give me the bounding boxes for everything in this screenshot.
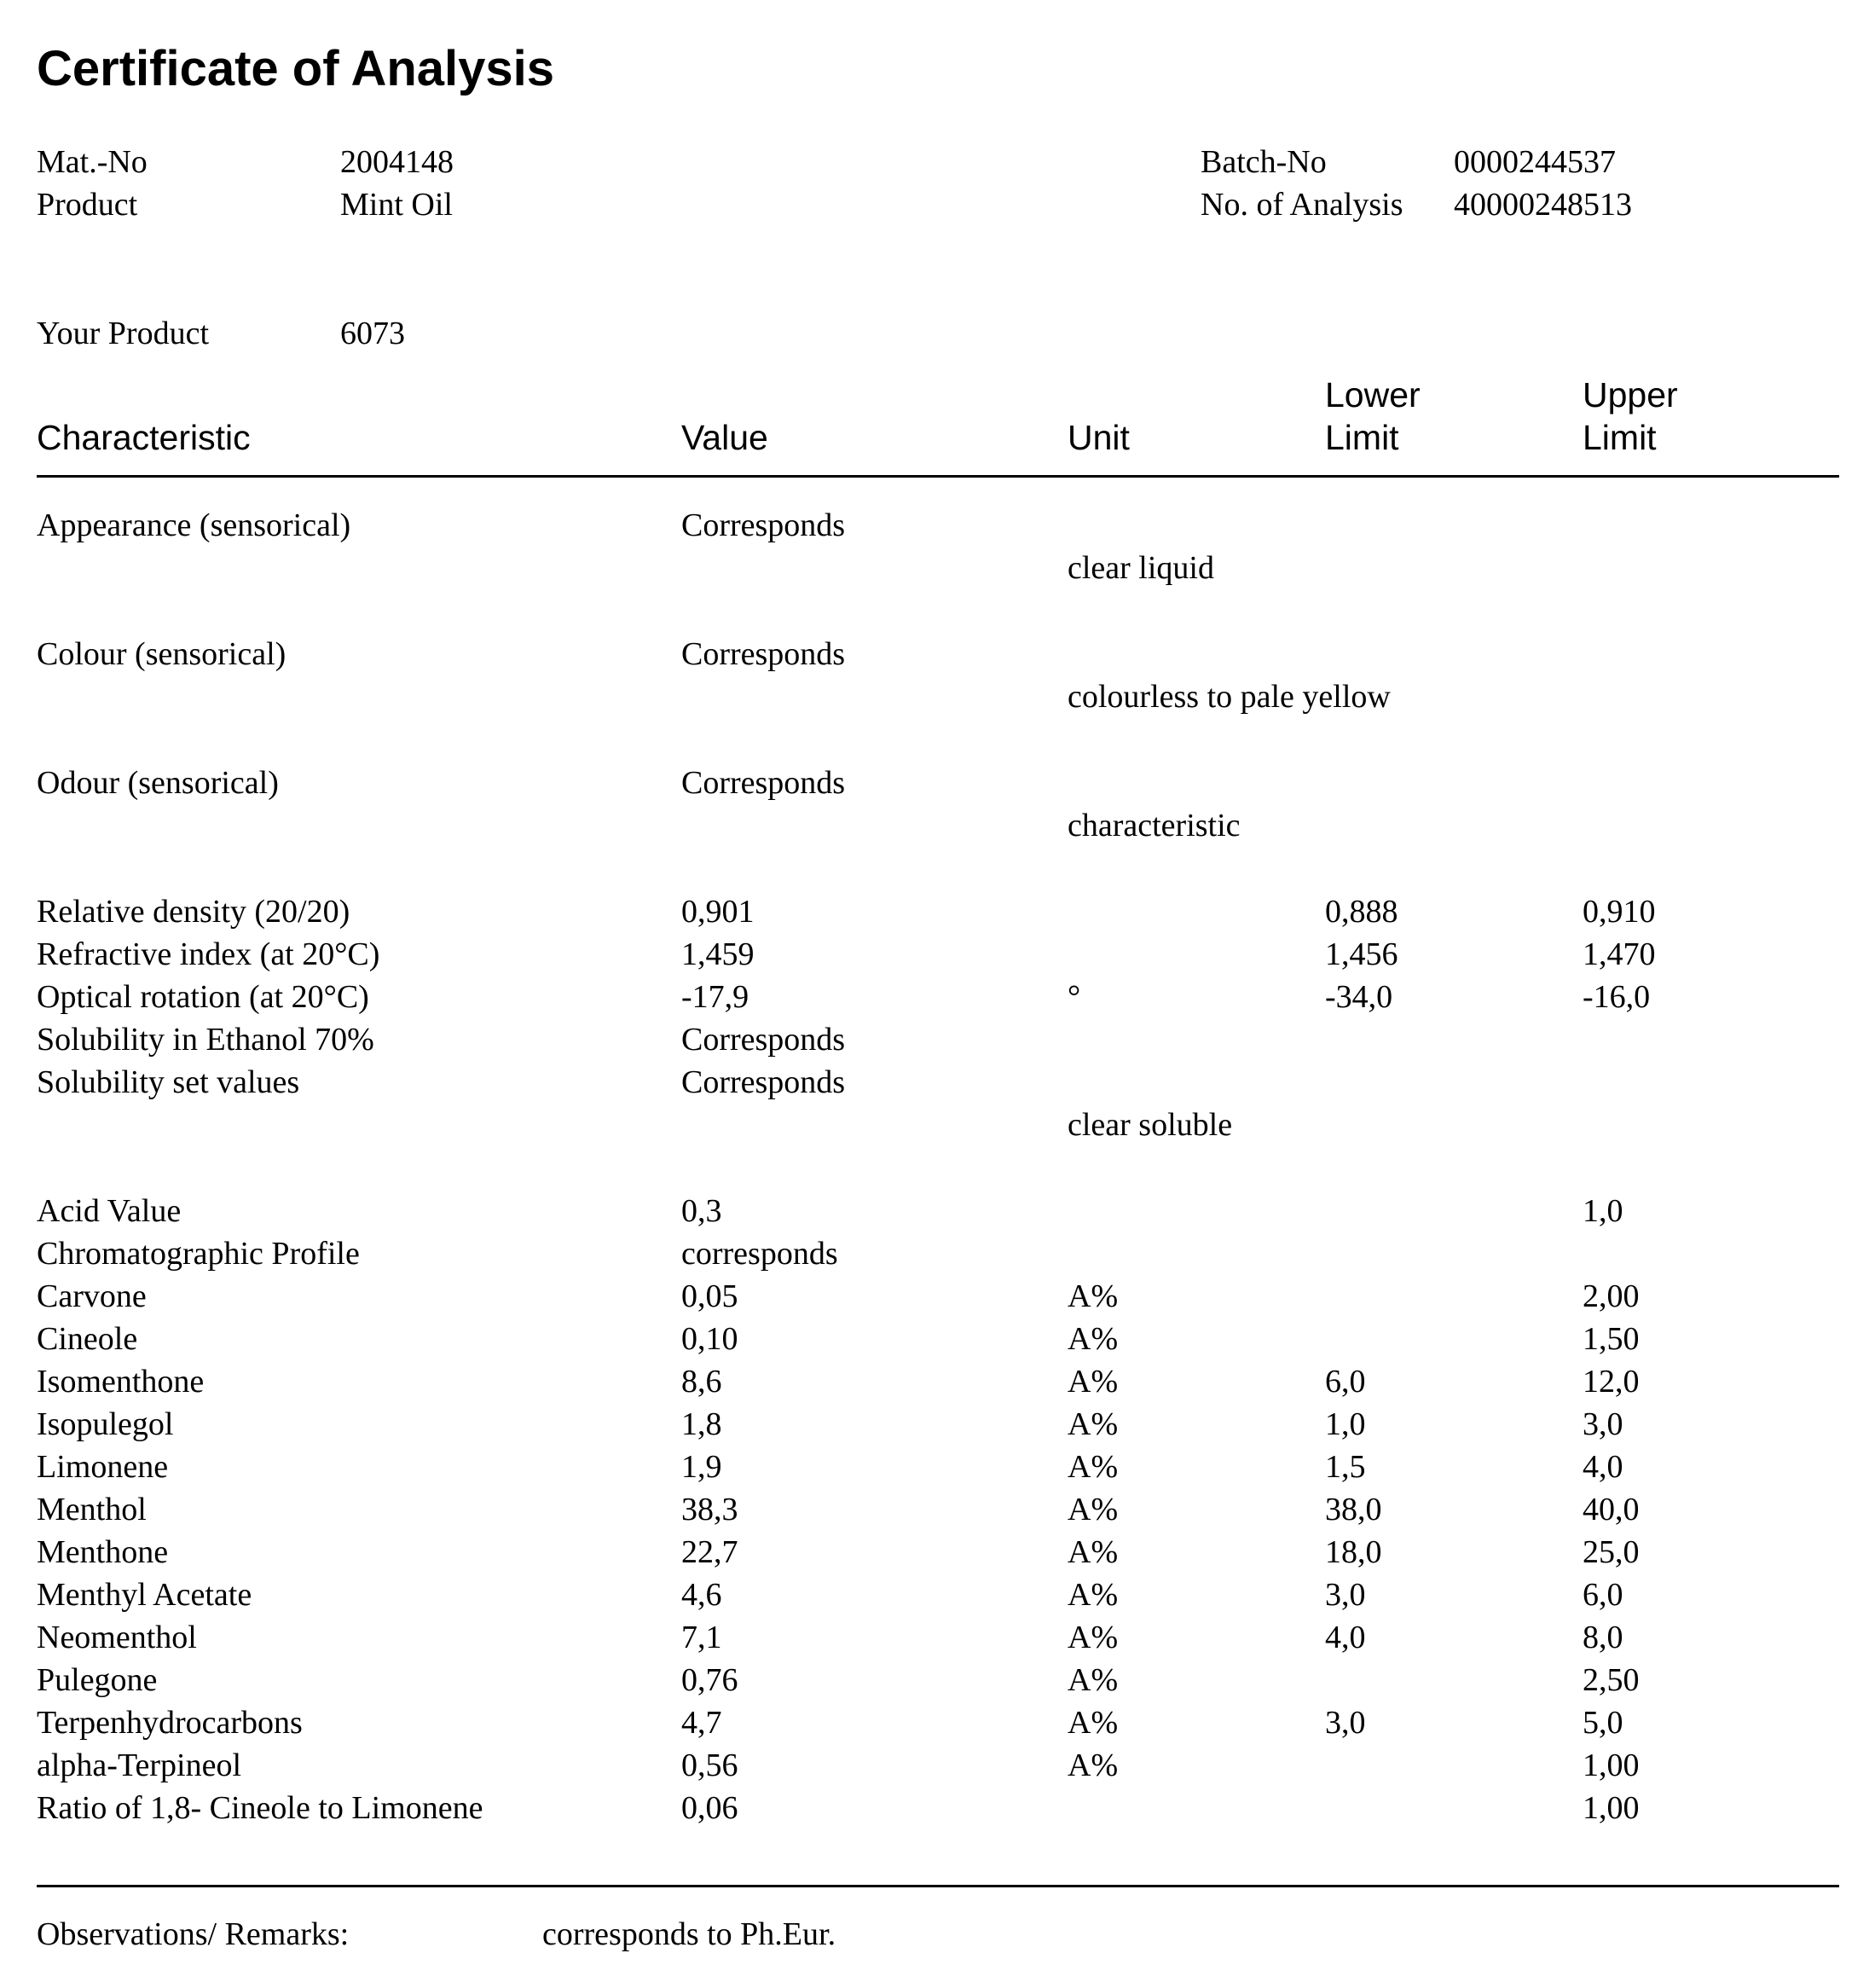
col-header-characteristic: Characteristic <box>37 418 251 457</box>
col-header-upper-2: Limit <box>1583 418 1657 457</box>
table-row: Acid Value 0,3 1,0 <box>37 1193 1623 1229</box>
table-row: Odour (sensorical) Corresponds <box>37 765 846 801</box>
analysis-no-value: 40000248513 <box>1454 187 1632 223</box>
analysis-no-label: No. of Analysis <box>1201 187 1403 223</box>
col-header-lower-2: Limit <box>1325 418 1399 457</box>
table-row: Menthol 38,3 A% 38,0 40,0 <box>37 1492 1640 1527</box>
col-header-unit: Unit <box>1068 418 1130 457</box>
your-product-value: 6073 <box>340 316 405 351</box>
product-label: Product <box>37 187 138 223</box>
table-row: Colour (sensorical) Corresponds <box>37 636 846 672</box>
table-row: alpha-Terpineol 0,56 A% 1,00 <box>37 1747 1640 1783</box>
table-row: characteristic <box>1068 808 1241 843</box>
table-row: Terpenhydrocarbons 4,7 A% 3,0 5,0 <box>37 1705 1623 1741</box>
table-row: Optical rotation (at 20°C) -17,9 ° -34,0 -16,0 <box>37 979 1651 1015</box>
remarks-label: Observations/ Remarks: <box>37 1916 350 1952</box>
mat-no-value: 2004148 <box>340 144 454 180</box>
table-row: Pulegone 0,76 A% 2,50 <box>37 1662 1640 1698</box>
table-row: clear liquid <box>1068 550 1214 586</box>
table-row: Ratio of 1,8- Cineole to Limonene 0,06 1,00 <box>37 1790 1640 1826</box>
table-row: Solubility in Ethanol 70% Corresponds <box>37 1022 846 1058</box>
table-row: Carvone 0,05 A% 2,00 <box>37 1278 1640 1314</box>
table-row: Chromatographic Profile corresponds <box>37 1236 838 1272</box>
table-row: Relative density (20/20) 0,901 0,888 0,910 <box>37 894 1656 930</box>
table-row: Isopulegol 1,8 A% 1,0 3,0 <box>37 1406 1623 1442</box>
col-header-value: Value <box>681 418 768 457</box>
page-title: Certificate of Analysis <box>37 41 555 96</box>
table-row: Isomenthone 8,6 A% 6,0 12,0 <box>37 1364 1640 1400</box>
your-product-label: Your Product <box>37 316 210 351</box>
col-header-upper-1: Upper <box>1583 375 1678 414</box>
table-row: Menthone 22,7 A% 18,0 25,0 <box>37 1534 1640 1570</box>
batch-no-label: Batch-No <box>1201 144 1327 180</box>
table-row: Neomenthol 7,1 A% 4,0 8,0 <box>37 1620 1623 1655</box>
table-row: clear soluble <box>1068 1107 1233 1143</box>
footer-divider <box>37 1885 1839 1887</box>
table-row: Cineole 0,10 A% 1,50 <box>37 1321 1640 1357</box>
table-row: Menthyl Acetate 4,6 A% 3,0 6,0 <box>37 1577 1623 1613</box>
table-row: Appearance (sensorical) Corresponds <box>37 507 846 543</box>
table-row: Solubility set values Corresponds <box>37 1064 846 1100</box>
remarks-text: corresponds to Ph.Eur. <box>542 1916 836 1952</box>
batch-no-value: 0000244537 <box>1454 144 1616 180</box>
table-row: Limonene 1,9 A% 1,5 4,0 <box>37 1449 1623 1485</box>
table-row: colourless to pale yellow <box>1068 679 1391 715</box>
product-value: Mint Oil <box>340 187 453 223</box>
col-header-lower-1: Lower <box>1325 375 1421 414</box>
header-divider <box>37 475 1839 478</box>
table-row: Refractive index (at 20°C) 1,459 1,456 1,470 <box>37 936 1656 972</box>
mat-no-label: Mat.-No <box>37 144 148 180</box>
